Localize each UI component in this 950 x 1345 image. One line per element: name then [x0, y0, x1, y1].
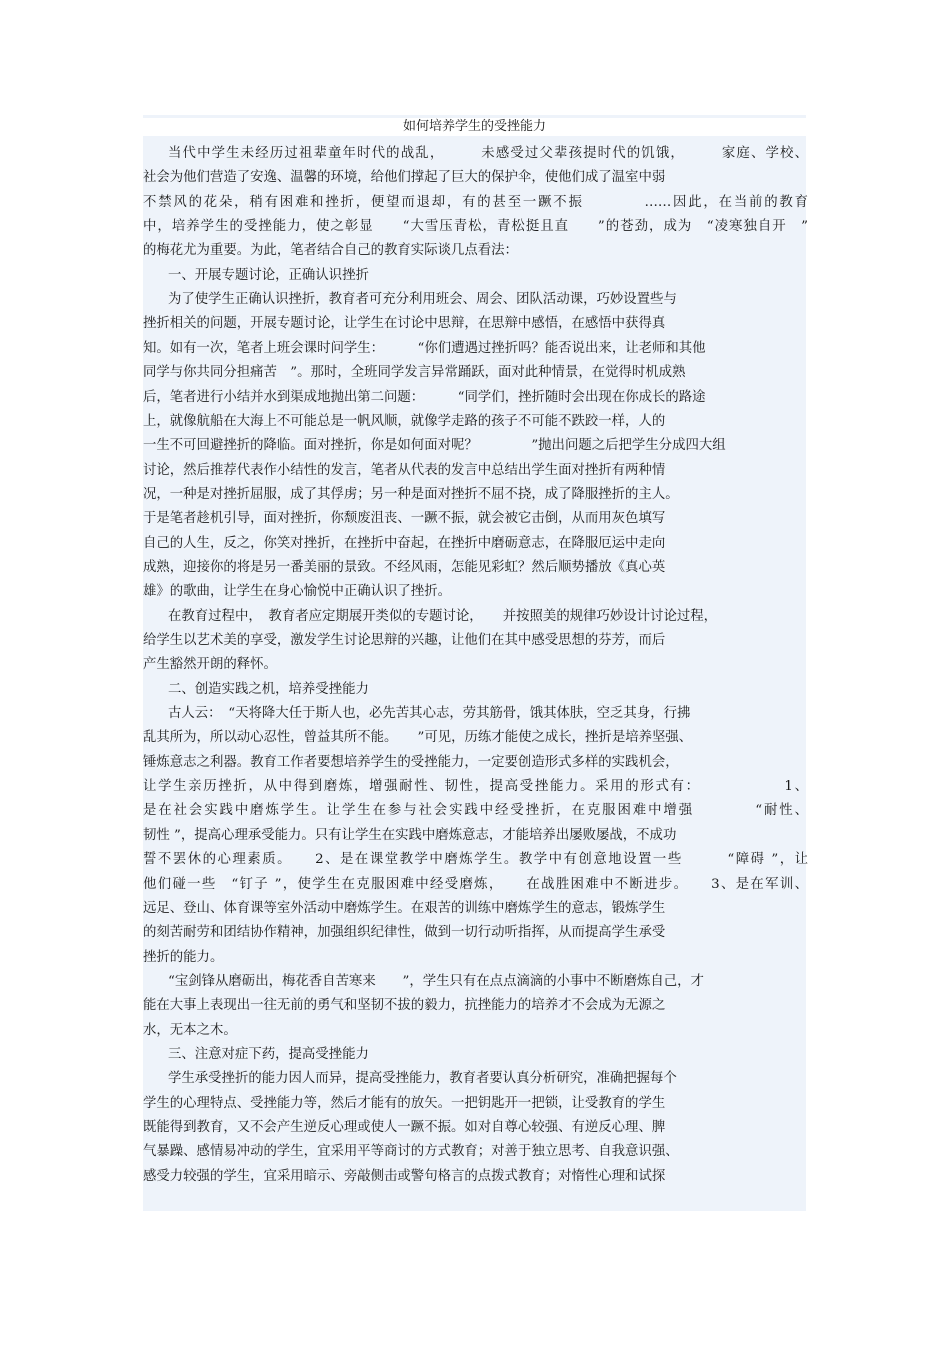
text-line: 远足、登山、体育课等室外活动中磨炼学生。在艰苦的训练中磨炼学生的意志，锻炼学生: [143, 901, 666, 916]
text-line: 的刻苦耐劳和团结协作精神，加强组织纪律性，做到一切行动听指挥，从而提高学生承受: [143, 925, 666, 940]
text-line: 的梅花尤为重要。为此，笔者结合自己的教育实际谈几点看法：: [143, 243, 518, 258]
text-line: 既能得到教育，又不会产生逆反心理或使人一蹶不振。如对自尊心较强、有逆反心理、脾: [143, 1120, 666, 1135]
text-line: 水，无本之木。: [143, 1023, 237, 1038]
text-line: 后，笔者进行小结并水到渠成地抛出第二问题： “同学们，挫折随时会出现在你成长的路途: [143, 390, 706, 405]
text-line: “宝剑锋从磨砺出，梅花香自苦寒来 ”，学生只有在点点滴滴的小事中不断磨炼自己，才: [168, 974, 704, 989]
text-line: 韧性 ”，提高心理承受能力。只有让学生在实践中磨炼意志，才能培养出屡败屡战，不成功: [143, 828, 677, 843]
text-line: 是在社会实践中磨炼学生。让学生在参与社会实践中经受挫折，在克服困难中增强 “耐性、: [143, 803, 808, 818]
text-line: 况，一种是对挫折屈服，成了其俘虏；另一种是面对挫折不屈不挠，成了降服挫折的主人。: [143, 487, 679, 502]
text-line: 产生豁然开朗的释怀。: [143, 657, 277, 672]
text-line: 他们碰一些 “钉子 ”，使学生在克服困难中经受磨炼， 在战胜困难中不断进步。 3、是在军训、: [143, 877, 808, 892]
document-title: 如何培养学生的受挫能力: [143, 118, 806, 136]
text-line: 雄》的歌曲，让学生在身心愉悦中正确认识了挫折。: [143, 584, 451, 599]
text-line: 感受力较强的学生，宜采用暗示、旁敲侧击或警句格言的点拨式教育；对惰性心理和试探: [143, 1169, 666, 1184]
text-line: 一、开展专题讨论，正确认识挫折: [168, 268, 369, 283]
text-line: 讨论，然后推荐代表作小结性的发言，笔者从代表的发言中总结出学生面对挫折有两种情: [143, 463, 666, 478]
text-line: 乱其所为，所以动心忍性，曾益其所不能。 ”可见，历练才能使之成长，挫折是培养坚强、: [143, 730, 693, 745]
text-line: 成熟，迎接你的将是另一番美丽的景致。不经风雨，怎能见彩虹？然后顺势播放《真心英: [143, 560, 666, 575]
text-line: 二、创造实践之机，培养受挫能力: [168, 682, 369, 697]
text-line: 誓不罢休的心理素质。 2、是在课堂教学中磨炼学生。教学中有创意地设置一些 “障碍 ”，让: [143, 852, 808, 867]
text-line: 能在大事上表现出一往无前的勇气和坚韧不拔的毅力，抗挫能力的培养才不会成为无源之: [143, 998, 666, 1013]
text-line: 锤炼意志之利器。教育工作者要想培养学生的受挫能力，一定要创造形式多样的实践机会，: [143, 755, 679, 770]
text-line: 挫折的能力。: [143, 950, 224, 965]
text-line: 学生承受挫折的能力因人而异，提高受挫能力，教育者要认真分析研究，准确把握每个: [168, 1071, 677, 1086]
text-line: 给学生以艺术美的享受，激发学生讨论思辩的兴趣，让他们在其中感受思想的芬芳，而后: [143, 633, 666, 648]
text-line: 气暴躁、感情易冲动的学生，宜采用平等商讨的方式教育；对善于独立思考、自我意识强、: [143, 1144, 679, 1159]
text-line: 一生不可回避挫折的降临。面对挫折，你是如何面对呢？ ”抛出问题之后把学生分成四大组: [143, 438, 726, 453]
text-line: 古人云： “天将降大任于斯人也，必先苦其心志，劳其筋骨，饿其体肤，空乏其身，行拂: [168, 706, 691, 721]
text-line: 知。如有一次，笔者上班会课时问学生： “你们遭遇过挫折吗？能否说出来，让老师和其他: [143, 341, 706, 356]
text-line: 不禁风的花朵，稍有困难和挫折，便望而退却，有的甚至一蹶不振 ……因此，在当前的教育: [143, 195, 808, 210]
text-line: 让学生亲历挫折，从中得到磨炼，增强耐性、韧性，提高受挫能力。采用的形式有： 1、: [143, 779, 808, 794]
text-line: 当代中学生未经历过祖辈童年时代的战乱， 未感受过父辈孩提时代的饥饿， 家庭、学校、: [168, 146, 808, 161]
text-line: 同学与你共同分担痛苦 ”。那时，全班同学发言异常踊跃，面对此种情景，在觉得时机成熟: [143, 365, 686, 380]
text-line: 在教育过程中， 教育者应定期展开类似的专题讨论， 并按照美的规律巧妙设计讨论过程，: [168, 609, 718, 624]
text-line: 中，培养学生的受挫能力，使之彰显 “大雪压青松，青松挺且直 ”的苍劲，成为 “凌寒独自开 ”: [143, 219, 808, 234]
text-line: 三、注意对症下药，提高受挫能力: [168, 1047, 369, 1062]
text-line: 上，就像航船在大海上不可能总是一帆风顺，就像学走路的孩子不可能不跌跤一样，人的: [143, 414, 666, 429]
text-line: 于是笔者趁机引导，面对挫折，你颓废沮丧、一蹶不振，就会被它击倒，从而用灰色填写: [143, 511, 666, 526]
text-line: 社会为他们营造了安逸、温馨的环境，给他们撑起了巨大的保护伞，使他们成了温室中弱: [143, 170, 666, 185]
text-line: 挫折相关的问题，开展专题讨论，让学生在讨论中思辩，在思辩中感悟，在感悟中获得真: [143, 316, 666, 331]
text-line: 为了使学生正确认识挫折，教育者可充分利用班会、周会、团队活动课，巧妙设置些与: [168, 292, 677, 307]
text-line: 学生的心理特点、受挫能力等，然后才能有的放矢。一把钥匙开一把锁，让受教育的学生: [143, 1096, 666, 1111]
text-line: 自己的人生，反之，你笑对挫折，在挫折中奋起，在挫折中磨砺意志，在降服厄运中走向: [143, 536, 666, 551]
